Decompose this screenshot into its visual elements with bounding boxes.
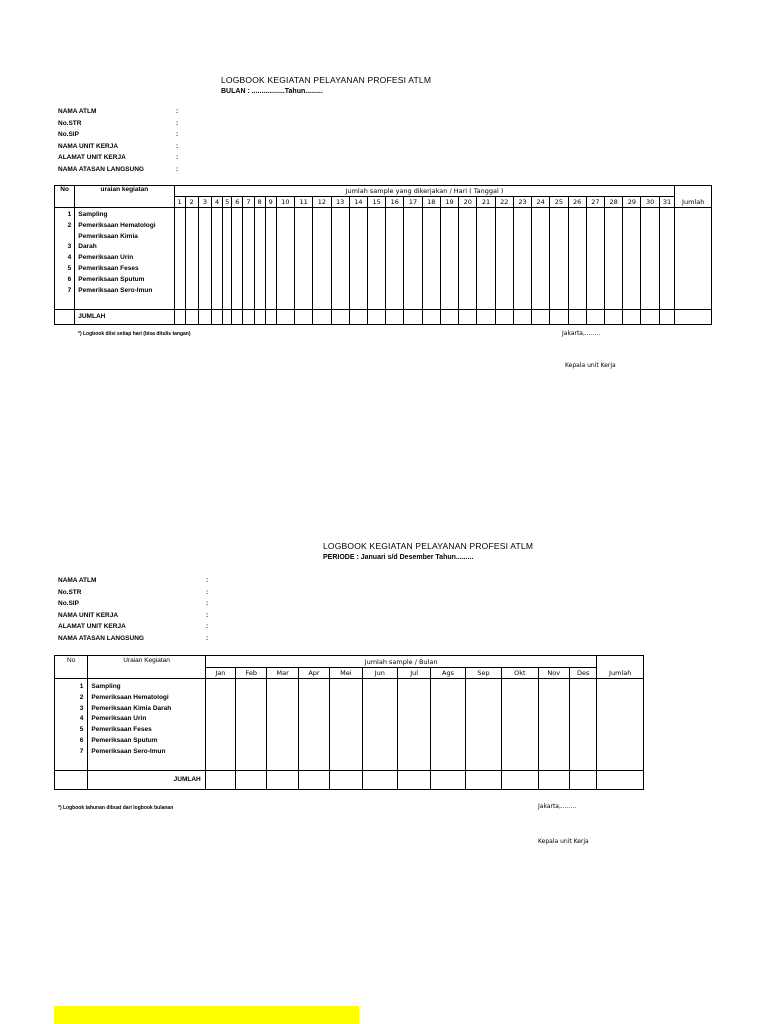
field-colon: :: [176, 108, 179, 115]
total-row-label: JUMLAH: [88, 771, 205, 790]
field-colon: :: [206, 588, 209, 596]
month-total-cell[interactable]: [362, 771, 397, 790]
day-total-cell[interactable]: [367, 310, 385, 325]
day-total-cell[interactable]: [232, 310, 243, 325]
day-cell[interactable]: [659, 208, 675, 310]
day-total-cell[interactable]: [254, 310, 265, 325]
item-number: 2: [67, 221, 72, 229]
field-label: ALAMAT UNIT KERJA: [58, 623, 126, 631]
field-colon: :: [206, 600, 209, 608]
field-label: NAMA ATLM: [58, 108, 97, 115]
yellow-highlight-bar: [54, 1006, 359, 1024]
item-label: Pemeriksaan Feses: [78, 264, 139, 272]
day-cell[interactable]: [331, 208, 349, 310]
month-header: Jul: [397, 668, 430, 679]
day-header: 21: [477, 197, 495, 208]
monthly-footnote: *) Logbook diisi setiap hari (bisa ditulis tangan): [78, 331, 191, 337]
total-cell[interactable]: [597, 679, 644, 771]
item-number: 6: [79, 736, 84, 744]
month-total-cell[interactable]: [397, 771, 430, 790]
item-label: Pemeriksaan Sputum: [91, 736, 158, 744]
field-row: [58, 106, 198, 118]
day-cell[interactable]: [211, 208, 222, 310]
day-total-cell[interactable]: [477, 310, 495, 325]
item-numbers-cell: [55, 208, 75, 310]
day-header: 15: [367, 197, 385, 208]
field-colon: :: [176, 119, 179, 127]
field-row: [58, 610, 218, 622]
month-header: Des: [569, 668, 596, 679]
day-cell[interactable]: [223, 208, 232, 310]
field-row: [58, 575, 218, 587]
day-cell[interactable]: [404, 208, 422, 310]
item-number: 7: [67, 286, 72, 294]
yearly-title: LOGBOOK KEGIATAN PELAYANAN PROFESI ATLM: [323, 541, 534, 551]
item-numbers-cell: [55, 679, 88, 771]
month-header: Okt: [502, 668, 538, 679]
item-label: Sampling: [91, 683, 121, 690]
day-total-cell[interactable]: [185, 310, 198, 325]
field-colon: :: [176, 142, 179, 150]
item-label: Sampling: [78, 211, 108, 218]
field-label: No.SIP: [58, 600, 79, 608]
month-cell[interactable]: [362, 679, 397, 771]
item-number: 6: [67, 275, 72, 283]
month-total-cell[interactable]: [298, 771, 329, 790]
day-header: 1: [174, 197, 185, 208]
day-cell[interactable]: [459, 208, 477, 310]
col-total-header-top: [597, 656, 644, 668]
day-total-cell[interactable]: [404, 310, 422, 325]
item-number: 1: [79, 683, 84, 690]
month-cell[interactable]: [298, 679, 329, 771]
day-header: 18: [422, 197, 440, 208]
day-total-cell[interactable]: [513, 310, 531, 325]
day-cell[interactable]: [265, 208, 276, 310]
month-cell[interactable]: [236, 679, 267, 771]
day-cell[interactable]: [623, 208, 641, 310]
day-total-cell[interactable]: [386, 310, 404, 325]
day-total-cell[interactable]: [532, 310, 550, 325]
total-no-cell: [55, 310, 75, 325]
item-label: Pemeriksaan Urin: [78, 254, 134, 262]
day-cell[interactable]: [349, 208, 367, 310]
month-header: Sep: [465, 668, 501, 679]
day-cell[interactable]: [232, 208, 243, 310]
day-total-cell[interactable]: [641, 310, 659, 325]
day-total-cell[interactable]: [495, 310, 513, 325]
day-total-cell[interactable]: [331, 310, 349, 325]
item-label: Pemeriksaan Urin: [91, 715, 147, 723]
month-header: Nov: [538, 668, 569, 679]
item-number: 3: [79, 704, 84, 712]
day-cell[interactable]: [422, 208, 440, 310]
monthly-place-date: Jakarta,........: [562, 330, 601, 337]
day-total-cell[interactable]: [265, 310, 276, 325]
day-header: 30: [641, 197, 659, 208]
day-header: 9: [265, 197, 276, 208]
day-header: 7: [243, 197, 254, 208]
item-label: Darah: [78, 243, 97, 251]
field-label: NAMA ATASAN LANGSUNG: [58, 634, 144, 642]
month-header: Ags: [431, 668, 465, 679]
day-header: 14: [349, 197, 367, 208]
month-total-cell[interactable]: [502, 771, 538, 790]
grand-total-cell[interactable]: [675, 310, 712, 325]
day-header: 3: [198, 197, 211, 208]
field-label: No.SIP: [58, 131, 79, 139]
day-cell[interactable]: [568, 208, 586, 310]
field-colon: :: [176, 165, 179, 173]
day-total-cell[interactable]: [276, 310, 294, 325]
col-no-header: No: [55, 186, 75, 208]
day-total-cell[interactable]: [659, 310, 675, 325]
item-number: 4: [67, 254, 72, 262]
day-cell[interactable]: [386, 208, 404, 310]
day-cell[interactable]: [641, 208, 659, 310]
item-number: 5: [67, 264, 72, 272]
day-header: 12: [313, 197, 331, 208]
month-cell[interactable]: [330, 679, 362, 771]
day-header: 13: [331, 197, 349, 208]
month-cell[interactable]: [569, 679, 596, 771]
field-row: [58, 152, 198, 164]
day-cell[interactable]: [185, 208, 198, 310]
field-row: [58, 598, 218, 610]
month-total-cell[interactable]: [330, 771, 362, 790]
day-cell[interactable]: [440, 208, 458, 310]
grand-total-cell[interactable]: [597, 771, 644, 790]
col-activity-header: uraian kegiatan: [75, 186, 174, 208]
month-total-cell[interactable]: [538, 771, 569, 790]
day-header: 22: [495, 197, 513, 208]
item-number: 3: [67, 243, 72, 251]
item-label: Pemeriksaan Hematologi: [78, 221, 156, 229]
day-total-cell[interactable]: [623, 310, 641, 325]
day-cell[interactable]: [513, 208, 531, 310]
day-total-cell[interactable]: [223, 310, 232, 325]
field-colon: :: [206, 611, 209, 619]
day-cell[interactable]: [550, 208, 568, 310]
item-labels-cell: [75, 208, 174, 310]
day-header: 17: [404, 197, 422, 208]
col-group-header: Jumlah sample yang dikerjakan / Hari ( Tanggal ): [174, 186, 675, 197]
month-header: Feb: [236, 668, 267, 679]
day-total-cell[interactable]: [605, 310, 623, 325]
field-label: NAMA UNIT KERJA: [58, 142, 119, 150]
field-row: [58, 129, 198, 141]
month-header: Mar: [267, 668, 298, 679]
day-cell[interactable]: [586, 208, 604, 310]
month-total-cell[interactable]: [267, 771, 298, 790]
day-header: 28: [605, 197, 623, 208]
item-label: Pemeriksaan Feses: [91, 726, 152, 734]
col-total-header: Jumlah: [597, 668, 644, 679]
item-label: Pemeriksaan Kimia: [78, 232, 138, 240]
yearly-signer: Kepala unit Kerja: [538, 838, 589, 845]
day-cell[interactable]: [605, 208, 623, 310]
field-colon: :: [206, 577, 209, 584]
field-row: [58, 118, 198, 130]
day-header: 16: [386, 197, 404, 208]
month-cell[interactable]: [205, 679, 235, 771]
day-total-cell[interactable]: [459, 310, 477, 325]
day-header: 2: [185, 197, 198, 208]
total-no-cell: [55, 771, 88, 790]
yearly-subtitle: PERIODE : Januari s/d Desember Tahun.........: [323, 554, 474, 561]
month-cell[interactable]: [397, 679, 430, 771]
field-row: [58, 141, 198, 153]
day-header: 11: [295, 197, 313, 208]
day-header: 8: [254, 197, 265, 208]
field-label: ALAMAT UNIT KERJA: [58, 154, 126, 162]
month-header: Apr: [298, 668, 329, 679]
month-total-cell[interactable]: [431, 771, 465, 790]
day-total-cell[interactable]: [198, 310, 211, 325]
monthly-signer: Kepala unit Kerja: [565, 362, 616, 369]
field-row: [58, 587, 218, 599]
day-cell[interactable]: [254, 208, 265, 310]
day-total-cell[interactable]: [349, 310, 367, 325]
col-total-header: Jumlah: [675, 197, 712, 208]
item-labels-cell: [88, 679, 205, 771]
field-colon: :: [206, 623, 209, 631]
day-header: 20: [459, 197, 477, 208]
month-cell[interactable]: [267, 679, 298, 771]
day-total-cell[interactable]: [295, 310, 313, 325]
day-header: 27: [586, 197, 604, 208]
day-total-cell[interactable]: [422, 310, 440, 325]
month-total-cell[interactable]: [569, 771, 596, 790]
item-number: 4: [79, 715, 84, 723]
item-number: 1: [67, 211, 72, 218]
day-cell[interactable]: [243, 208, 254, 310]
day-header: 31: [659, 197, 675, 208]
month-total-cell[interactable]: [465, 771, 501, 790]
month-total-cell[interactable]: [236, 771, 267, 790]
item-label: Pemeriksaan Sero-Imun: [91, 747, 166, 755]
day-total-cell[interactable]: [568, 310, 586, 325]
month-header: Mei: [330, 668, 362, 679]
total-row-label: JUMLAH: [75, 310, 174, 325]
item-number: 2: [79, 693, 84, 701]
field-label: No.STR: [58, 588, 82, 596]
yearly-fields: [58, 575, 218, 645]
field-colon: :: [176, 154, 179, 162]
month-header: Jan: [205, 668, 235, 679]
day-total-cell[interactable]: [174, 310, 185, 325]
field-row: [58, 164, 198, 176]
field-colon: :: [206, 634, 209, 642]
item-number: 5: [79, 726, 84, 734]
yearly-footnote: *) Logbook tahunan dibuat dari logbook bulanan: [58, 805, 174, 811]
day-header: 23: [513, 197, 531, 208]
month-cell[interactable]: [431, 679, 465, 771]
day-cell[interactable]: [477, 208, 495, 310]
total-cell[interactable]: [675, 208, 712, 310]
yearly-table: [54, 655, 644, 790]
field-label: NAMA ATASAN LANGSUNG: [58, 165, 144, 173]
monthly-title: LOGBOOK KEGIATAN PELAYANAN PROFESI ATLM: [221, 75, 432, 85]
col-group-header: Jumlah sample / Bulan: [205, 656, 597, 668]
day-cell[interactable]: [174, 208, 185, 310]
day-total-cell[interactable]: [550, 310, 568, 325]
item-label: Pemeriksaan Sputum: [78, 275, 145, 283]
item-number: [55, 232, 71, 243]
day-header: 19: [440, 197, 458, 208]
field-label: NAMA UNIT KERJA: [58, 611, 119, 619]
day-total-cell[interactable]: [440, 310, 458, 325]
day-header: 4: [211, 197, 222, 208]
day-header: 5: [223, 197, 232, 208]
item-label: Pemeriksaan Hematologi: [91, 693, 169, 701]
day-header: 10: [276, 197, 294, 208]
day-header: 25: [550, 197, 568, 208]
day-cell[interactable]: [532, 208, 550, 310]
month-cell[interactable]: [465, 679, 501, 771]
item-label: Pemeriksaan Sero-Imun: [78, 286, 153, 294]
day-cell[interactable]: [367, 208, 385, 310]
monthly-subtitle: BULAN : .................Tahun.........: [221, 88, 323, 95]
col-no-header: No: [55, 656, 88, 679]
monthly-table: [54, 185, 712, 325]
field-row: [58, 633, 218, 645]
item-label: Pemeriksaan Kimia Darah: [91, 704, 172, 712]
month-total-cell[interactable]: [205, 771, 235, 790]
day-total-cell[interactable]: [243, 310, 254, 325]
day-header: 26: [568, 197, 586, 208]
col-activity-header: Uraian Kegiatan: [88, 656, 205, 679]
day-cell[interactable]: [198, 208, 211, 310]
day-total-cell[interactable]: [586, 310, 604, 325]
day-total-cell[interactable]: [211, 310, 222, 325]
day-cell[interactable]: [276, 208, 294, 310]
day-header: 24: [532, 197, 550, 208]
day-header: 29: [623, 197, 641, 208]
field-colon: :: [176, 131, 179, 139]
day-header: 6: [232, 197, 243, 208]
field-label: NAMA ATLM: [58, 577, 97, 584]
month-cell[interactable]: [502, 679, 538, 771]
yearly-place-date: Jakarta,........: [538, 803, 577, 810]
day-total-cell[interactable]: [313, 310, 331, 325]
field-label: No.STR: [58, 119, 82, 127]
day-cell[interactable]: [295, 208, 313, 310]
day-cell[interactable]: [495, 208, 513, 310]
item-number: 7: [79, 747, 84, 755]
field-row: [58, 621, 218, 633]
month-cell[interactable]: [538, 679, 569, 771]
month-header: Jun: [362, 668, 397, 679]
col-total-header-top: [675, 186, 712, 197]
day-cell[interactable]: [313, 208, 331, 310]
monthly-fields: [58, 106, 198, 176]
